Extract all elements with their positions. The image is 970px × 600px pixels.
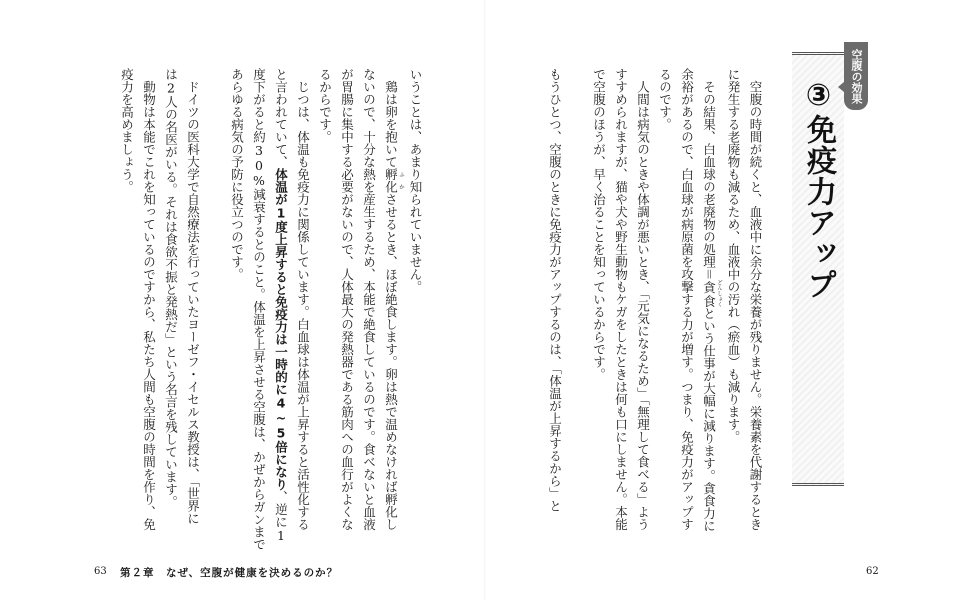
text-line: ドイツの医科大学で自然療法を行っていたヨーゼフ・イセルス教授は、「世界に	[185, 68, 201, 525]
text-line: 疫力を高めましょう。	[119, 68, 135, 193]
text-line: もうひとつ、空腹のときに免疫力がアップするのは、「体温が上昇するから」と	[547, 68, 563, 512]
text-segment: その結果、白血球の老廃物の処理＝	[701, 68, 717, 281]
text-segment: させるとき、ほぼ絶食します。卵は熱で温めなければ孵化し	[383, 193, 399, 531]
running-head: 第２章 なぜ、空腹が健康を決めるのか？	[120, 567, 339, 579]
text-line: るからです。	[317, 68, 333, 143]
right-body-text	[544, 68, 767, 538]
ruby-base: 孵化	[383, 168, 399, 193]
text-segment: 鶏は卵を抱いて	[383, 68, 399, 168]
ruby-word	[701, 279, 722, 308]
emphasis-text: 体温が1度上昇すると免疫力は一時的に4~5倍になり	[273, 168, 289, 491]
text-line: で空腹のほうが、早く治ることを知っているからです。	[591, 68, 607, 381]
section-tag: 空腹の効果	[844, 42, 868, 110]
furigana: どんしょく	[716, 279, 722, 308]
ruby-base: 貪食	[701, 279, 717, 308]
text-segment: という仕事が大幅に減ります。貪食力に	[701, 306, 717, 532]
text-line: に発生する老廃物も減るため、血液中の汚れ（瘀血）も減ります。	[726, 68, 741, 443]
text-line	[698, 68, 723, 538]
text-line: 動物は本能でこれを知っているのですから、私たち人間も空腹の時間を作り、免	[141, 68, 157, 531]
text-line: 人間は病気のときや体調が悪いとき、「元気になるため」「無理して食べる」よう	[635, 68, 651, 531]
text-segment: 、逆に1	[273, 490, 289, 543]
text-line: 空腹の時間が続くと、血液中に余分な栄養が残りません。栄養素を代謝するとき	[748, 68, 763, 531]
text-line	[204, 68, 226, 538]
text-line	[270, 68, 292, 543]
text-line: じつは、体温も免疫力に関係しています。白血球は体温が上昇すると活性化する	[295, 68, 311, 531]
ruby-word	[383, 168, 404, 193]
text-segment: と言われていて、	[273, 68, 289, 168]
left-body-text	[116, 68, 427, 551]
text-line	[380, 68, 405, 538]
text-line: は2人の名医がいる。それは食欲不振と発熱だ」という名言を残しています。	[163, 68, 179, 508]
furigana: ふか	[398, 168, 404, 193]
page-number-right: 62	[866, 566, 879, 577]
text-line: が胃腸に集中する必要がないので、人体最大の発熱器である筋肉への血行がよくな	[339, 68, 355, 531]
section-heading: ③免疫力アップ	[801, 78, 836, 300]
text-line: 余裕があるので、白血球が病原菌を攻撃する力が増す。つまり、免疫力がアップす	[679, 68, 695, 531]
text-line: いうことは、あまり知られていません。	[408, 68, 423, 293]
gutter	[484, 0, 486, 600]
page-number-left: 63	[94, 566, 107, 577]
text-line: すすめられますが、猫や犬や野生動物もケガをしたときは何も口にしません。本能	[613, 68, 629, 531]
text-line: るのです。	[657, 68, 673, 131]
text-line: 度下がると約30%減衰するとのこと。体温を上昇させる空腹は、かぜからガンまで	[251, 68, 267, 551]
text-line	[566, 68, 588, 538]
text-line: ないので、十分な熱を産生するため、本能で絶食しているのです。食べないと血液	[361, 68, 377, 531]
text-line: あらゆる病気の予防に役立つのです。	[229, 68, 245, 281]
